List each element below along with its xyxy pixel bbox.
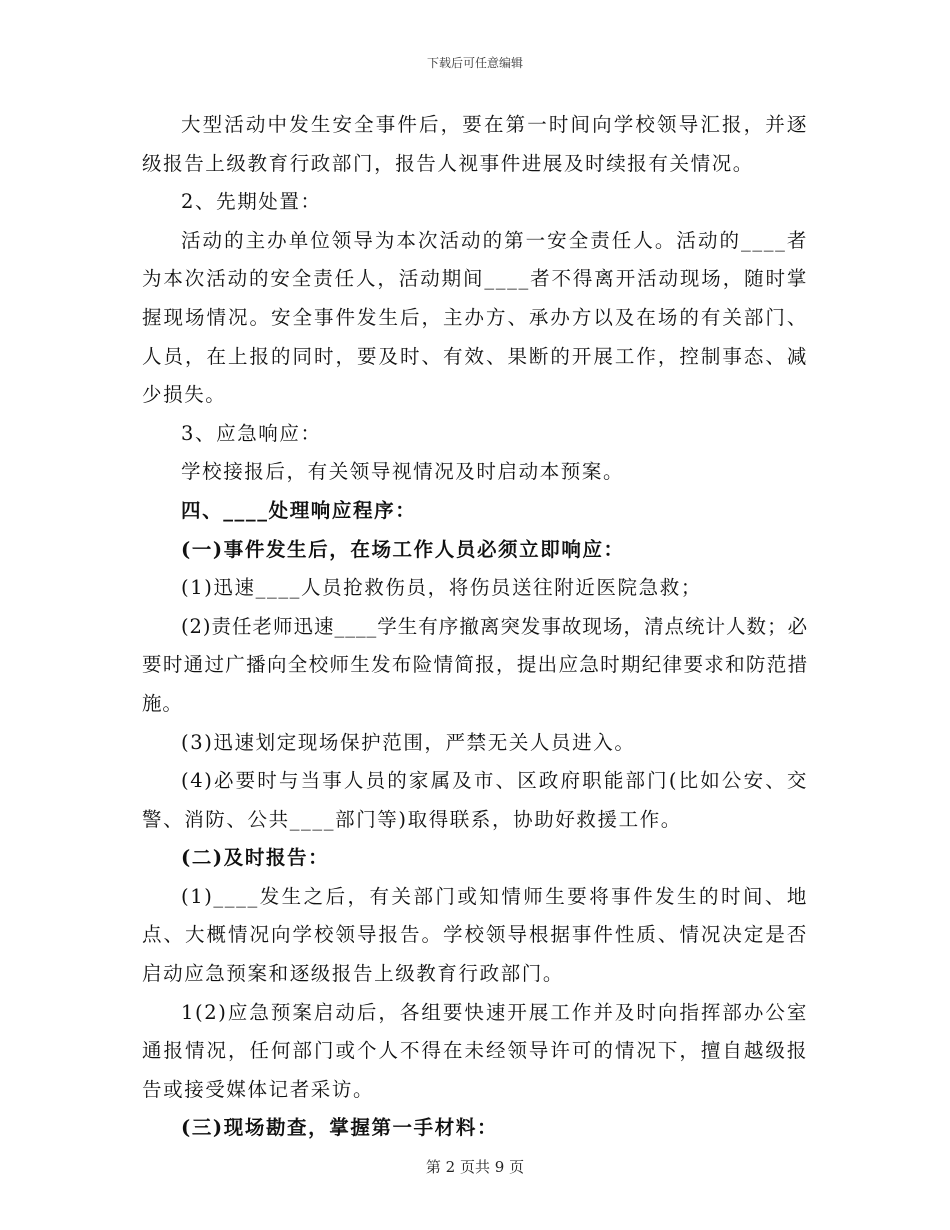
page-footer: 第 2 页共 9 页 [425,1158,525,1176]
paragraph-start-plan: 学校接报后，有关领导视情况及时启动本预案。 [181,460,625,484]
list-item-1: (1)迅速____人员抢救伤员，将伤员送往附近医院急救； [181,576,702,600]
paragraph-report-incident: 大型活动中发生安全事件后，要在第一时间向学校领导汇报，并逐级报告上级教育行政部门，报告人视事件进展及时续报有关情况。 [142,113,808,175]
page-header: 下载后可任意编辑 [426,56,523,70]
report-item-1: (1)____发生之后，有关部门或知情师生要将事件发生的时间、地点、大概情况向学校领导报告。学校领导根据事件性质、情况决定是否启动应急预案和逐级报告上级教育行政部门。 [142,884,808,986]
paragraph-responsibility: 活动的主办单位领导为本次活动的第一安全责任人。活动的____者为本次活动的安全责任人，活动期间____者不得离开活动现场，随时掌握现场情况。安全事件发生后，主办方、承办方以及在场的有关部门、人员，在上报的同时，要及时、有效、果断的开展工作，控制事态、减少损失。 [142,228,808,407]
document-body [142,106,808,1148]
subsection-heading-two: (二)及时报告： [181,846,330,870]
report-item-2: 1(2)应急预案启动后，各组要快速开展工作并及时向指挥部办公室通报情况，任何部门或个人不得在未经领导许可的情况下，擅自越级报告或接受媒体记者采访。 [142,1000,808,1101]
subsection-heading-three: (三)现场勘查，掌握第一手材料： [181,1116,499,1140]
subsection-heading-one: (一)事件发生后，在场工作人员必须立即响应： [181,537,625,561]
heading-emergency-response: 3、应急响应： [181,421,322,445]
list-item-3: (3)迅速划定现场保护范围，严禁无关人员进入。 [181,730,636,754]
heading-initial-handling: 2、先期处置： [181,190,322,214]
list-item-4: (4)必要时与当事人员的家属及市、区政府职能部门(比如公安、交警、消防、公共____部门等)取得联系，协助好救援工作。 [142,769,808,831]
section-heading-four: 四、____处理响应程序： [181,498,417,522]
list-item-2: (2)责任老师迅速____学生有序撤离突发事故现场，清点统计人数；必要时通过广播向全校师生发布险情简报，提出应急时期纪律要求和防范措施。 [142,614,808,715]
